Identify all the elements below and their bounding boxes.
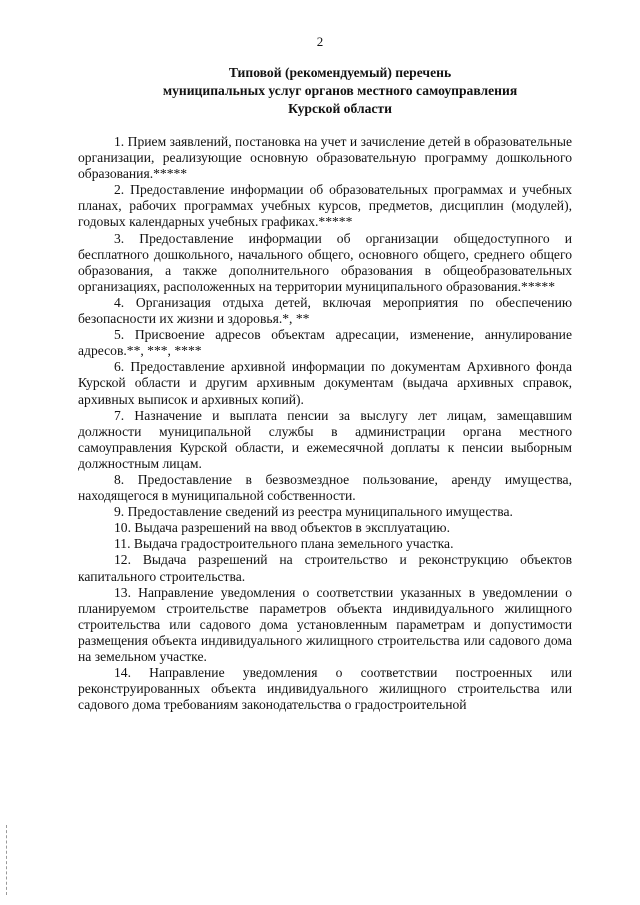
list-item: 4. Организация отдыха детей, включая мероприятия по обеспечению безопасности их жизни и здоровья.*, ** bbox=[78, 294, 572, 327]
list-item: 5. Присвоение адресов объектам адресации, изменение, аннулирование адресов.**, ***, **** bbox=[78, 327, 572, 359]
title-line-1: Типовой (рекомендуемый) перечень bbox=[228, 65, 452, 80]
list-item: 6. Предоставление архивной информации по документам Архивного фонда Курской области и другим архивным документам (выдача архивных справок, архивных выписок и архивных копий). bbox=[78, 359, 572, 407]
title-line-2: муниципальных услуг органов местного самоуправления bbox=[162, 83, 518, 98]
list-item: 9. Предоставление сведений из реестра муниципального имущества. bbox=[114, 504, 513, 520]
scan-margin-marks bbox=[6, 825, 9, 895]
page-number: 2 bbox=[316, 34, 324, 49]
document-title bbox=[60, 64, 620, 118]
list-item: 10. Выдача разрешений на ввод объектов в эксплуатацию. bbox=[114, 520, 450, 536]
list-item: 11. Выдача градостроительного плана земельного участка. bbox=[114, 536, 454, 552]
list-item: 13. Направление уведомления о соответствии указанных в уведомлении о планируемом строительстве параметров объекта индивидуального жилищного строительства или садового дома установленным параметрам и допустимости размещения объекта индивидуального жилищного строительства или садового дома на земельном участке. bbox=[78, 584, 572, 664]
list-item: 2. Предоставление информации об образовательных программах и учебных планах, рабочих программах учебных курсов, предметов, дисциплин (модулей), годовых календарных учебных графиках.***** bbox=[78, 182, 572, 230]
list-item: 12. Выдача разрешений на строительство и реконструкцию объектов капитального строительства. bbox=[78, 552, 572, 584]
list-item: 3. Предоставление информации об организации общедоступного и бесплатного дошкольного, начального общего, основного общего, среднего общего образования, а также дополнительного образования в общеобразовательных организациях, расположенных на территории муниципального образования.***** bbox=[78, 230, 572, 294]
title-line-3: Курской области bbox=[288, 101, 392, 116]
list-item: 14. Направление уведомления о соответствии построенных или реконструированных объекта индивидуального жилищного строительства или садового дома требованиям законодательства о градостроительной bbox=[78, 665, 572, 713]
services-list bbox=[78, 134, 572, 713]
list-item: 1. Прием заявлений, постановка на учет и зачисление детей в образовательные организации, реализующие основную образовательную программу дошкольного образования.***** bbox=[78, 134, 572, 182]
list-item: 8. Предоставление в безвозмездное пользование, аренду имущества, находящегося в муниципальной собственности. bbox=[78, 471, 572, 504]
list-item: 7. Назначение и выплата пенсии за выслугу лет лицам, замещавшим должности муниципальной службы в администрации органа местного самоуправления Курской области, и ежемесячной доплаты к пенсии выборным должностным лицам. bbox=[78, 407, 572, 471]
